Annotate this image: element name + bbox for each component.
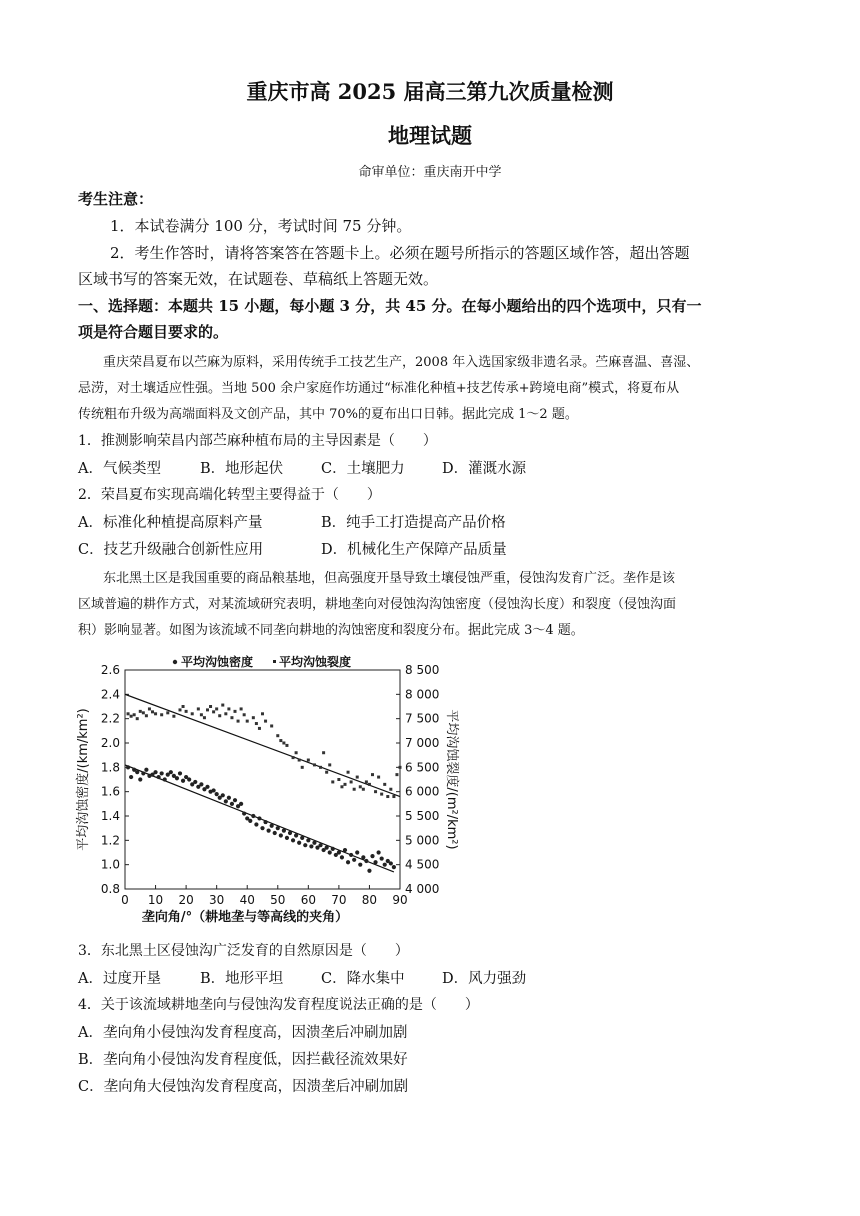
fissure-point [356, 776, 359, 779]
density-point [181, 779, 185, 783]
question-4-stem: 4．关于该流域耕地垄向与侵蚀沟发育程度说法正确的是（ ） [78, 997, 479, 1013]
fissure-point [350, 780, 353, 783]
question-1-option-b[interactable]: B．地形起伏 [200, 461, 284, 477]
density-point [294, 833, 298, 837]
y-right-tick-label: 8 500 [405, 663, 440, 677]
subject-title: 地理试题 [388, 123, 472, 148]
density-point [160, 771, 164, 775]
density-point [373, 860, 377, 864]
y-left-tick-label: 1.4 [100, 809, 120, 823]
density-point [392, 865, 396, 869]
x-tick-label: 30 [209, 893, 225, 907]
density-point [389, 861, 393, 865]
density-point [291, 838, 295, 842]
density-point [157, 775, 161, 779]
author-unit: 命审单位：重庆南开中学 [358, 165, 502, 180]
question-1-option-c[interactable]: C．土壤肥力 [321, 461, 405, 477]
fissure-point [246, 720, 249, 723]
fissure-point [142, 711, 145, 714]
density-point [279, 833, 283, 837]
fissure-point [139, 710, 142, 713]
y-right-tick-label: 8 000 [405, 687, 440, 702]
x-tick-label: 40 [239, 893, 255, 907]
fissure-point [212, 710, 215, 713]
fissure-point [200, 713, 203, 716]
y-left-tick-label: 2.4 [100, 687, 120, 702]
y-right-tick-label: 4 500 [405, 857, 440, 872]
legend-marker-density [173, 660, 177, 664]
question-2-option-b[interactable]: B．纯手工打造提高产品价格 [321, 515, 506, 531]
question-1-option-a[interactable]: A．气候类型 [78, 461, 161, 477]
fissure-point [301, 766, 304, 769]
density-point [178, 771, 182, 775]
fissure-point [243, 713, 246, 716]
density-point [227, 796, 231, 800]
question-3-option-b[interactable]: B．地形平坦 [200, 971, 284, 987]
y-right-tick-label: 5 500 [405, 809, 440, 823]
fissure-point [258, 727, 261, 730]
density-point [370, 854, 374, 858]
density-point [346, 860, 350, 864]
fissure-point [399, 766, 402, 769]
density-point [224, 799, 228, 803]
density-point [288, 831, 292, 835]
density-point [270, 824, 274, 828]
density-point [331, 847, 335, 851]
fissure-point [389, 788, 392, 791]
density-point [343, 848, 347, 852]
density-point [248, 819, 252, 823]
passage-2-line-3: 积）影响显著。如图为该流域不同垄向耕地的沟蚀密度和裂度分布。据此完成 3～4 题。 [78, 623, 584, 638]
density-point [141, 771, 145, 775]
question-4-option-a[interactable]: A．垄向角小侵蚀沟发育程度高，因溃垄后冲刷加剧 [78, 1025, 408, 1041]
fissure-point [255, 722, 258, 725]
fissure-point [347, 771, 350, 774]
fissure-point [295, 751, 298, 754]
fissure-point [191, 712, 194, 715]
fissure-point [264, 720, 267, 723]
density-point [377, 850, 381, 854]
fissure-point [298, 759, 301, 762]
y-left-tick-label: 1.0 [100, 857, 120, 872]
fissure-point [182, 705, 185, 708]
fissure-point [215, 707, 218, 710]
x-tick-label: 60 [300, 893, 316, 907]
fissure-point [319, 766, 322, 769]
fissure-point [237, 720, 240, 723]
density-point [233, 798, 237, 802]
x-tick-label: 70 [331, 893, 347, 907]
question-3-option-a[interactable]: A．过度开垦 [78, 971, 161, 987]
question-2-option-c[interactable]: C．技艺升级融合创新性应用 [78, 542, 264, 558]
x-tick-label: 50 [270, 893, 286, 907]
question-2-option-a[interactable]: A．标准化种植提高原料产量 [78, 515, 263, 531]
fissure-point [270, 724, 273, 727]
notice-item-1: 1．本试卷满分 100 分，考试时间 75 分钟。 [110, 217, 412, 235]
y-left-tick-label: 0.8 [100, 882, 120, 896]
fissure-point [206, 708, 209, 711]
x-axis-title: 垄向角/°（耕地垄与等高线的夹角） [141, 910, 349, 925]
passage-1-line-1: 重庆荣昌夏布以苎麻为原料，采用传统手工技艺生产，2008 年入选国家级非遗名录。苎麻喜温、喜湿、 [103, 355, 700, 370]
fissure-point [365, 780, 368, 783]
density-point [163, 777, 167, 781]
x-tick-label: 80 [361, 893, 378, 907]
density-point [260, 826, 264, 830]
fissure-point [209, 705, 212, 708]
fissure-point [380, 793, 383, 796]
legend-label-fissure: 平均沟蚀裂度 [279, 655, 352, 669]
question-3-option-c[interactable]: C．降水集中 [321, 971, 405, 987]
fissure-point [240, 707, 243, 710]
density-point [367, 869, 371, 873]
fissure-point [127, 712, 130, 715]
fissure-point [292, 756, 295, 759]
question-2-option-d[interactable]: D．机械化生产保障产品质量 [321, 542, 507, 558]
section-heading-line-1: 一、选择题：本题共 15 小题，每小题 3 分，共 45 分。在每小题给出的四个选项中，只有一 [78, 297, 702, 315]
density-point [361, 855, 365, 859]
y-left-tick-label: 1.8 [100, 760, 120, 775]
erosion-scatter-chart [70, 652, 460, 930]
y-right-tick-label: 7 500 [405, 711, 440, 726]
density-point [187, 777, 191, 781]
y-right-tick-label: 6 000 [405, 784, 440, 799]
fissure-point [279, 739, 282, 742]
fissure-point [353, 788, 356, 791]
fissure-point [145, 714, 148, 717]
density-point [358, 863, 362, 867]
fissure-point [383, 783, 386, 786]
density-point [352, 858, 356, 862]
density-point [254, 822, 258, 826]
y-left-tick-label: 2.2 [100, 711, 120, 726]
fissure-point [218, 714, 221, 717]
density-point [285, 836, 289, 840]
density-point [242, 811, 246, 815]
fissure-point [362, 788, 365, 791]
fissure-point [230, 716, 233, 719]
question-4-option-c[interactable]: C．垄向角大侵蚀沟发育程度高，因溃垄后冲刷加剧 [78, 1079, 409, 1095]
passage-1-line-3: 传统粗布升级为高端面料及文创产品，其中 70%的夏布出口日韩。据此完成 1～2 题。 [78, 407, 578, 422]
fissure-point [328, 763, 331, 766]
fissure-point [331, 780, 334, 783]
fissure-point [160, 713, 163, 716]
density-point [263, 820, 267, 824]
density-point [273, 831, 277, 835]
y-left-tick-label: 2.6 [100, 663, 120, 677]
density-point [312, 841, 316, 845]
fissure-point [203, 716, 206, 719]
fissure-point [166, 711, 169, 714]
fissure-point [197, 707, 200, 710]
question-2-stem: 2．荣昌夏布实现高端化转型主要得益于（ ） [78, 487, 381, 503]
notice-item-2-line-1: 2．考生作答时，请将答案答在答题卡上。必须在题号所指示的答题区域作答，超出答题 [110, 244, 690, 262]
density-point [199, 782, 203, 786]
fissure-point [185, 710, 188, 713]
density-point [193, 780, 197, 784]
y-right-axis-title: 平均沟蚀裂度/(m²/km²) [444, 709, 459, 850]
density-point [276, 826, 280, 830]
density-point [364, 859, 368, 863]
fissure-point [148, 707, 151, 710]
fissure-point [340, 785, 343, 788]
fissure-point [337, 778, 340, 781]
passage-2-line-1: 东北黑土区是我国重要的商品粮基地，但高强度开垦导致土壤侵蚀严重，侵蚀沟发育广泛。垄作是该 [103, 571, 676, 586]
legend-label-density: 平均沟蚀密度 [181, 655, 254, 669]
fissure-point [371, 773, 374, 776]
fissure-point [285, 744, 288, 747]
fissure-point [151, 710, 154, 713]
fissure-point [276, 734, 279, 737]
density-point [297, 841, 301, 845]
section-heading-line-2: 项是符合题目要求的。 [78, 323, 229, 341]
density-point [251, 814, 255, 818]
x-tick-label: 10 [147, 893, 164, 907]
fissure-point [386, 795, 389, 798]
density-point [337, 850, 341, 854]
density-point [205, 785, 209, 789]
density-point [340, 855, 344, 859]
fissure-point [154, 712, 157, 715]
density-point [126, 765, 130, 769]
question-3-option-d[interactable]: D．风力强劲 [442, 971, 527, 987]
density-point [318, 843, 322, 847]
x-tick-label: 0 [121, 893, 129, 907]
fissure-point [252, 716, 255, 719]
fissure-point [221, 704, 224, 707]
x-tick-label: 20 [178, 893, 194, 907]
notice-heading: 考生注意： [78, 190, 154, 208]
fissure-point [368, 783, 371, 786]
y-left-tick-label: 2.0 [100, 736, 120, 750]
fissure-point [227, 707, 230, 710]
fissure-point [395, 773, 398, 776]
density-point [169, 770, 173, 774]
density-point [153, 770, 157, 774]
density-point [355, 850, 359, 854]
density-point [221, 793, 225, 797]
y-left-tick-label: 1.6 [100, 784, 120, 799]
fissure-point [322, 751, 325, 754]
density-point [383, 863, 387, 867]
density-point [175, 776, 179, 780]
density-point [144, 768, 148, 772]
density-point [230, 802, 234, 806]
density-point [309, 844, 313, 848]
density-point [300, 836, 304, 840]
legend-marker-fissure [273, 660, 276, 663]
fissure-point [325, 771, 328, 774]
density-point [212, 788, 216, 792]
y-right-tick-label: 5 000 [405, 833, 440, 848]
question-1-option-d[interactable]: D．灌溉水源 [442, 461, 527, 477]
density-point [135, 770, 139, 774]
fissure-point [359, 785, 362, 788]
fissure-point [224, 712, 227, 715]
question-3-stem: 3．东北黑土区侵蚀沟广泛发育的自然原因是（ ） [78, 943, 409, 959]
fissure-point [282, 742, 285, 745]
density-point [239, 802, 243, 806]
fissure-point [313, 763, 316, 766]
density-point [138, 777, 142, 781]
fissure-point [234, 710, 237, 713]
x-tick-label: 90 [392, 893, 408, 907]
notice-item-2-line-2: 区域书写的答案无效，在试题卷、草稿纸上答题无效。 [78, 270, 439, 288]
passage-1-line-2: 忌涝，对土壤适应性强。当地 500 余户家庭作坊通过“标准化种植+技艺传承+跨境电商”模式，将夏布从 [78, 381, 680, 396]
density-point [303, 843, 307, 847]
density-point [328, 850, 332, 854]
fissure-point [374, 790, 377, 793]
fissure-point [172, 715, 175, 718]
fissure-point [344, 783, 347, 786]
density-point [215, 792, 219, 796]
fissure-point [307, 759, 310, 762]
fissure-point [179, 708, 182, 711]
fissure-point [136, 717, 139, 720]
density-point [257, 816, 261, 820]
paper-title: 重庆市高 2025 届高三第九次质量检测 [246, 79, 614, 104]
density-point [349, 853, 353, 857]
y-right-tick-label: 4 000 [405, 882, 440, 896]
density-point [306, 838, 310, 842]
y-left-tick-label: 1.2 [100, 833, 120, 848]
density-point [267, 829, 271, 833]
fissure-point [392, 795, 395, 798]
fissure-point [133, 713, 136, 716]
density-point [380, 856, 384, 860]
density-point [282, 829, 286, 833]
question-1-stem: 1．推测影响荣昌内部苎麻种植布局的主导因素是（ ） [78, 433, 437, 449]
density-point [129, 775, 133, 779]
fissure-point [261, 712, 264, 715]
y-right-tick-label: 7 000 [405, 736, 440, 750]
y-right-tick-label: 6 500 [405, 760, 440, 775]
fissure-point [130, 715, 133, 718]
density-point [325, 846, 329, 850]
question-4-option-b[interactable]: B．垄向角小侵蚀沟发育程度低，因拦截径流效果好 [78, 1052, 408, 1068]
y-left-axis-title: 平均沟蚀密度/(km/km²) [76, 708, 91, 851]
fissure-point [377, 776, 380, 779]
passage-2-line-2: 区域普遍的耕作方式，对某流域研究表明，耕地垄向对侵蚀沟沟蚀密度（侵蚀沟长度）和裂度（侵蚀沟面 [78, 597, 677, 612]
